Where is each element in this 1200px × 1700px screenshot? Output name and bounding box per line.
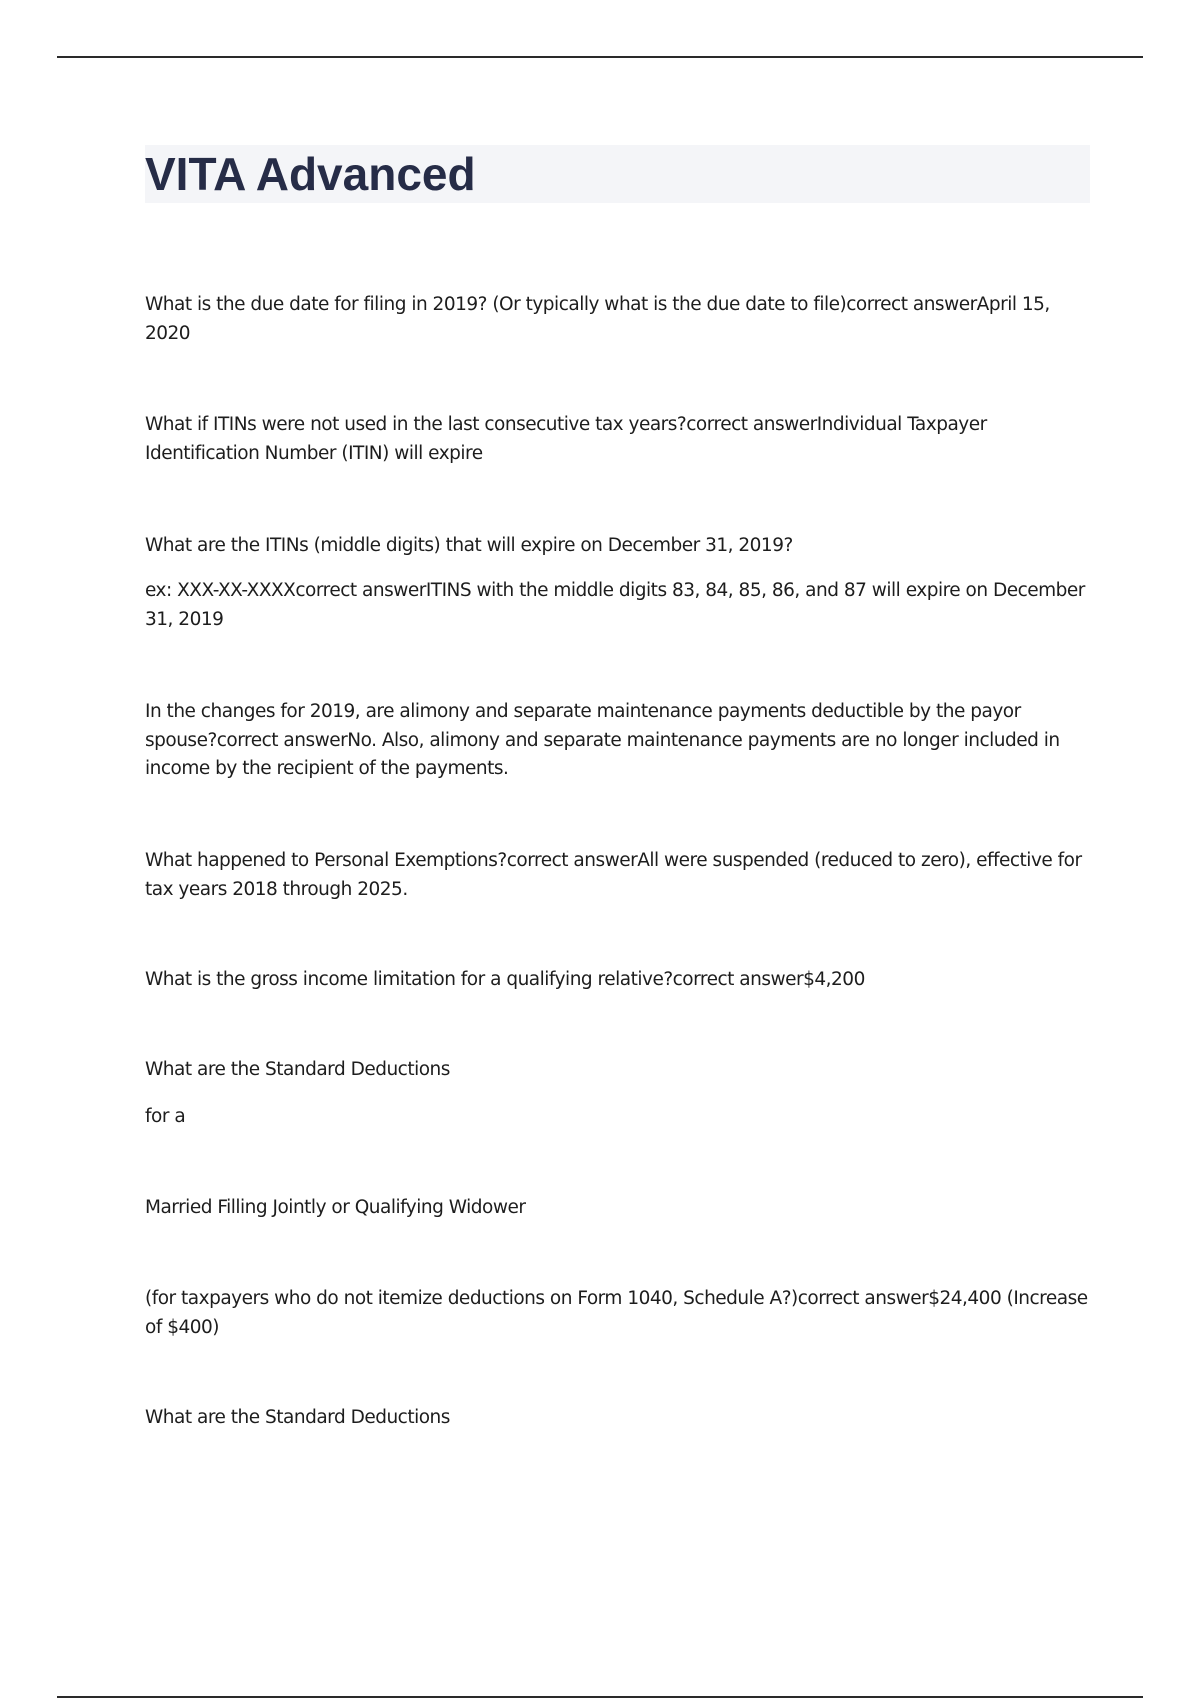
document-title: VITA Advanced <box>145 148 476 200</box>
paragraph-itin-expire: What if ITINs were not used in the last consecutive tax years?correct answerIndividual Taxpayer Identification Number (ITIN) will expire <box>145 414 987 464</box>
top-divider <box>57 56 1143 58</box>
paragraph-itin-middle-digits: What are the ITINs (middle digits) that will expire on December 31, 2019? <box>145 535 793 556</box>
paragraph-due-date: What is the due date for filing in 2019? (Or typically what is the due date to file)correct answerApril 15, 2020 <box>145 294 1050 344</box>
paragraph-non-itemizers: (for taxpayers who do not itemize deductions on Form 1040, Schedule A?)correct answer$24,400 (Increase of $400) <box>145 1288 1088 1338</box>
paragraph-gross-income: What is the gross income limitation for a qualifying relative?correct answer$4,200 <box>145 969 865 990</box>
paragraph-married-filing-jointly: Married Filling Jointly or Qualifying Widower <box>145 1197 526 1218</box>
paragraph-for-a: for a <box>145 1106 186 1127</box>
paragraph-itin-example: ex: XXX-XX-XXXXcorrect answerITINS with the middle digits 83, 84, 85, 86, and 87 will expire on December 31, 2019 <box>145 580 1085 630</box>
bottom-divider <box>57 1696 1143 1698</box>
paragraph-standard-deductions: What are the Standard Deductions <box>145 1059 450 1080</box>
paragraph-alimony: In the changes for 2019, are alimony and separate maintenance payments deductible by the payor spouse?correct answerNo. Also, alimony and separate maintenance payments are no longer included in income by the recipient of the payments. <box>145 701 1060 779</box>
paragraph-personal-exemptions: What happened to Personal Exemptions?correct answerAll were suspended (reduced to zero), effective for tax years 2018 through 2025. <box>145 850 1082 900</box>
paragraph-standard-deductions-2: What are the Standard Deductions <box>145 1407 450 1428</box>
